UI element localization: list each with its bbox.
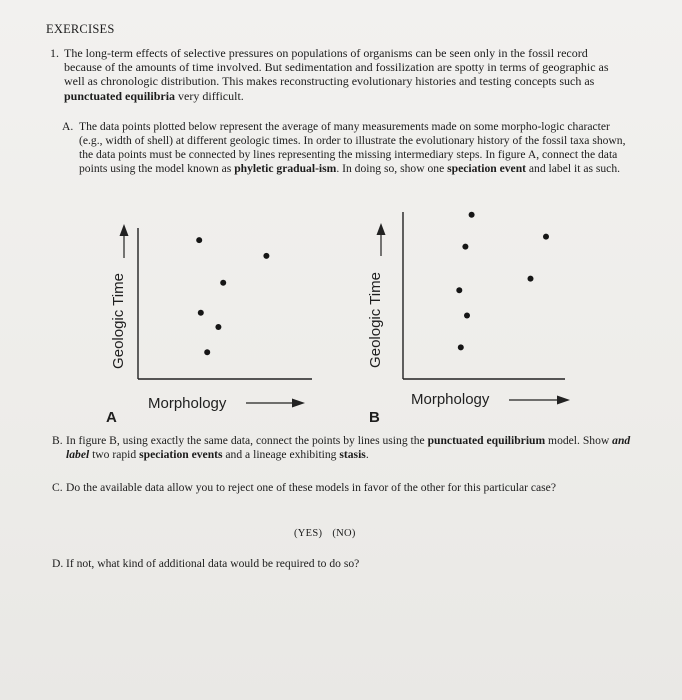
- figure-a-label: A: [106, 409, 117, 426]
- part-b-t3: two rapid: [89, 448, 140, 462]
- figure-a-data-point: [263, 253, 269, 259]
- part-a-letter: A.: [62, 120, 74, 133]
- part-b-t1: In figure B, using exactly the same data, connect the points by lines using the: [66, 434, 428, 447]
- part-b-t5: .: [365, 448, 369, 462]
- q1-bold-term: punctuated equilibria: [64, 88, 176, 103]
- figure-a-ylabel: Geologic Time: [110, 273, 127, 369]
- part-b-t2: model. Show: [545, 434, 613, 447]
- part-a-b2: speciation event: [447, 162, 527, 175]
- figure-b-points: [456, 212, 549, 351]
- figure-b-xlabel-arrow-icon: [557, 396, 570, 405]
- figure-b-data-point: [469, 212, 475, 218]
- q1-text-end: very difficult.: [175, 88, 244, 103]
- figure-a-xlabel: Morphology: [148, 395, 227, 412]
- part-a-t2: . In doing so, show one: [336, 162, 448, 175]
- figure-a-ylabel-arrow-icon: [120, 224, 129, 236]
- part-a-t1: The data points plotted below represent the average of many measurements made on some morpho-logic character (e.g., width of shell) at different geologic times. In order to illustrate the evolutionary history of the fossil taxa shown, the data points must be connected by lines representing the missing intermediary steps. In figure A, connect the data points using the model known as: [79, 120, 626, 175]
- part-b-b3: stasis: [339, 448, 366, 462]
- figure-a-points: [196, 237, 269, 355]
- part-c-letter: C.: [52, 481, 63, 494]
- yes-option[interactable]: (YES): [294, 528, 323, 539]
- part-b-t4: and a lineage exhibiting: [222, 448, 340, 462]
- figure-b-data-point: [456, 287, 462, 293]
- part-d-letter: D.: [52, 557, 64, 570]
- q1-text-part: The long-term effects of selective pressures on populations of organisms can be seen only in the fossil record because of the amounts of time involved. But sedimentation and fossilization are spotty in terms of geographic as well as chronologic distribution. This makes reconstructing evolutionary histories and testing concepts such as: [64, 46, 609, 89]
- question-1-number: 1.: [50, 46, 59, 60]
- figure-a: [106, 224, 312, 426]
- part-c: [52, 481, 642, 495]
- part-b-b1: punctuated equilibrium: [427, 434, 546, 447]
- figure-a-data-point: [196, 237, 202, 243]
- figure-b-label: B: [369, 409, 380, 426]
- figure-b-xlabel: Morphology: [411, 391, 490, 408]
- figure-a-data-point: [204, 349, 210, 355]
- figure-b-data-point: [464, 313, 470, 319]
- part-a-t3: and label it as such.: [526, 162, 621, 175]
- part-a-b1: phyletic gradual-ism: [234, 162, 337, 175]
- figure-a-xlabel-arrow-icon: [292, 399, 305, 408]
- no-option[interactable]: (NO): [332, 528, 356, 539]
- figure-b-ylabel-arrow-icon: [377, 223, 386, 235]
- figure-b: [367, 212, 570, 426]
- part-b-b2: speciation events: [139, 448, 223, 462]
- part-b-text: [66, 434, 642, 463]
- figure-a-data-point: [215, 324, 221, 330]
- part-b-letter: B.: [52, 434, 63, 447]
- figure-b-data-point: [462, 244, 468, 250]
- part-b: [52, 434, 642, 463]
- figure-a-data-point: [198, 310, 204, 316]
- part-d: [52, 557, 642, 571]
- page-heading: EXERCISES: [46, 22, 115, 36]
- figure-b-data-point: [543, 234, 549, 240]
- part-c-text: Do the available data allow you to reject one of these models in favor of the other for this particular case?: [66, 481, 556, 494]
- part-d-text: If not, what kind of additional data would be required to do so?: [66, 557, 360, 570]
- figure-a-data-point: [220, 280, 226, 286]
- figure-b-ylabel: Geologic Time: [367, 272, 384, 368]
- figure-b-data-point: [458, 344, 464, 350]
- part-b-i1: and label: [66, 434, 631, 462]
- figure-b-data-point: [528, 276, 534, 282]
- yes-no-choices: [294, 528, 366, 539]
